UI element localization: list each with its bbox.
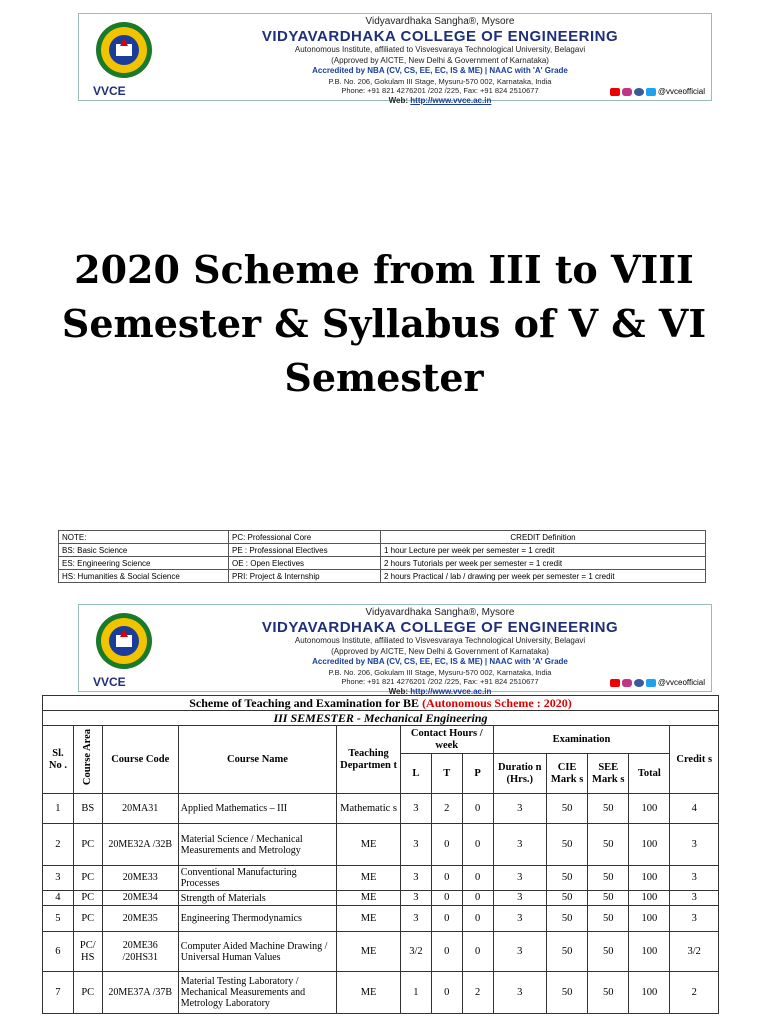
cell-total: 100 [629,932,670,972]
document-title [40,243,728,405]
autonomous-line: Autonomous Institute, affiliated to Visvesvaraya Technological University, Belagavi [294,45,586,54]
cell-name: Strength of Materials [178,891,336,906]
cell-name: Conventional Manufacturing Processes [178,866,336,891]
facebook-icon[interactable] [634,88,644,96]
approved-line: (Approved by AICTE, New Delhi & Government of Karnataka) [331,55,549,65]
cell-dept: Mathematic s [337,794,401,824]
approved-line: (Approved by AICTE, New Delhi & Government of Karnataka) [331,646,549,656]
cell-code: 20ME33 [102,866,178,891]
cell-cie: 50 [547,906,588,932]
cell-dur: 3 [493,794,546,824]
cell-cr: 3/2 [670,932,719,972]
sangha-name: Vidyavardhaka Sangha®, Mysore [365,16,515,27]
header-see: SEE Mark s [588,754,629,794]
cell-T: 0 [431,906,462,932]
cell-area: PC/ HS [73,932,102,972]
cell-total: 100 [629,906,670,932]
college-name: VIDYAVARDHAKA COLLEGE OF ENGINEERING [261,619,619,636]
cell-code: 20ME34 [102,891,178,906]
cell-sl: 7 [43,972,74,1014]
cell-cr: 4 [670,794,719,824]
cell-dept: ME [337,972,401,1014]
cell-P: 2 [462,972,493,1014]
scheme-caption [43,696,719,711]
cell-sl: 3 [43,866,74,891]
header-contact: Contact Hours / week [400,726,493,754]
caption-text: Scheme of Teaching and Examination for BE [189,696,420,710]
cell-name: Applied Mathematics – III [178,794,336,824]
note-cell: HS: Humanities & Social Science [59,570,229,583]
cell-cr: 3 [670,891,719,906]
web-line [175,96,705,106]
cell-see: 50 [588,866,629,891]
youtube-icon[interactable] [610,679,620,687]
cell-L: 3 [400,906,431,932]
cell-T: 0 [431,932,462,972]
header-area-text: Course Area [81,729,93,786]
cell-dept: ME [337,824,401,866]
cell-L: 3 [400,824,431,866]
header-duration: Duratio n (Hrs.) [493,754,546,794]
logo-text: VVCE [93,84,126,98]
cell-dept: ME [337,866,401,891]
note-cell: ES: Engineering Science [59,557,229,570]
cell-cie: 50 [547,972,588,1014]
cell-area: PC [73,866,102,891]
cell-dur: 3 [493,932,546,972]
cell-see: 50 [588,794,629,824]
table-row [43,932,719,972]
cell-P: 0 [462,794,493,824]
sangha-name: Vidyavardhaka Sangha®, Mysore [365,607,515,618]
table-row [43,891,719,906]
header-exam: Examination [493,726,670,754]
web-link[interactable]: http://www.vvce.ac.in [410,95,492,105]
cell-total: 100 [629,824,670,866]
cell-dur: 3 [493,866,546,891]
cell-code: 20MA31 [102,794,178,824]
twitter-icon[interactable] [646,88,656,96]
cell-see: 50 [588,906,629,932]
cell-dur: 3 [493,972,546,1014]
header-L: L [400,754,431,794]
header-total: Total [629,754,670,794]
instagram-icon[interactable] [622,88,632,96]
cell-total: 100 [629,972,670,1014]
note-table [58,530,706,583]
cell-L: 3 [400,866,431,891]
cell-area: PC [73,824,102,866]
table-row [43,824,719,866]
cell-sl: 6 [43,932,74,972]
table-row [43,794,719,824]
cell-cie: 50 [547,794,588,824]
title-line-2: Semester & Syllabus of V & VI [61,301,707,346]
cell-dur: 3 [493,824,546,866]
cell-code: 20ME32A /32B [102,824,178,866]
cell-P: 0 [462,906,493,932]
note-cell: PE : Professional Electives [229,544,381,557]
cell-name: Computer Aided Machine Drawing / Universal Human Values [178,932,336,972]
youtube-icon[interactable] [610,88,620,96]
cell-cie: 50 [547,932,588,972]
note-cell: CREDIT Definition [381,531,706,544]
note-cell: 1 hour Lecture per week per semester = 1 credit [381,544,706,557]
note-cell: PC: Professional Core [229,531,381,544]
note-row [59,557,706,570]
college-name: VIDYAVARDHAKA COLLEGE OF ENGINEERING [261,28,619,45]
cell-cr: 3 [670,906,719,932]
facebook-icon[interactable] [634,679,644,687]
phone-line: Phone: +91 821 4276201 /202 /225, Fax: +91 824 2510677 [341,677,539,686]
cell-area: PC [73,906,102,932]
address-line: P.B. No. 206, Gokulam III Stage, Mysuru-570 002, Karnataka, India [328,76,552,86]
web-label: Web: [388,95,409,105]
cell-total: 100 [629,891,670,906]
table-row [43,972,719,1014]
table-row [43,866,719,891]
college-header-banner-2 [78,604,712,696]
cell-cr: 2 [670,972,719,1014]
cell-T: 0 [431,824,462,866]
note-cell: 2 hours Tutorials per week per semester = 1 credit [381,557,706,570]
cell-cie: 50 [547,824,588,866]
social-links [610,678,705,687]
cell-dept: ME [337,891,401,906]
cell-P: 0 [462,866,493,891]
cell-L: 1 [400,972,431,1014]
twitter-icon[interactable] [646,679,656,687]
header-sl: Sl. No . [43,726,74,794]
cell-area: BS [73,794,102,824]
cell-see: 50 [588,932,629,972]
cell-cie: 50 [547,891,588,906]
cell-cr: 3 [670,866,719,891]
cell-cr: 3 [670,824,719,866]
cell-T: 0 [431,866,462,891]
cell-code: 20ME35 [102,906,178,932]
cell-P: 0 [462,824,493,866]
cell-dur: 3 [493,906,546,932]
cell-L: 3 [400,891,431,906]
note-cell: BS: Basic Science [59,544,229,557]
note-row [59,570,706,583]
social-links [610,87,705,96]
instagram-icon[interactable] [622,679,632,687]
cell-sl: 5 [43,906,74,932]
cell-name: Engineering Thermodynamics [178,906,336,932]
cell-see: 50 [588,824,629,866]
cell-sl: 1 [43,794,74,824]
note-cell: 2 hours Practical / lab / drawing per week per semester = 1 credit [381,570,706,583]
scheme-table [42,695,719,1014]
header-area [73,726,102,794]
cell-T: 0 [431,972,462,1014]
header-credits: Credit s [670,726,719,794]
cell-area: PC [73,891,102,906]
cell-L: 3/2 [400,932,431,972]
header-code: Course Code [102,726,178,794]
cell-name: Material Science / Mechanical Measurements and Metrology [178,824,336,866]
accreditation-line: Accredited by NBA (CV, CS, EE, EC, IS & ME) | NAAC with 'A' Grade [312,66,568,75]
cell-dur: 3 [493,891,546,906]
logo-text: VVCE [93,675,126,689]
cell-area: PC [73,972,102,1014]
social-handle: @vvceofficial [657,678,705,687]
note-cell: OE : Open Electives [229,557,381,570]
cell-cie: 50 [547,866,588,891]
cell-total: 100 [629,794,670,824]
cell-see: 50 [588,972,629,1014]
cell-name: Material Testing Laboratory / Mechanical Measurements and Metrology Laboratory [178,972,336,1014]
phone-line: Phone: +91 821 4276201 /202 /225, Fax: +91 824 2510677 [341,86,539,95]
cell-see: 50 [588,891,629,906]
title-line-1: 2020 Scheme from III to VIII [74,247,694,292]
note-row [59,544,706,557]
accreditation-line: Accredited by NBA (CV, CS, EE, EC, IS & ME) | NAAC with 'A' Grade [312,657,568,666]
college-header-banner [78,13,712,105]
header-name: Course Name [178,726,336,794]
cell-code: 20ME36 /20HS31 [102,932,178,972]
header-T: T [431,754,462,794]
cell-total: 100 [629,866,670,891]
cell-T: 2 [431,794,462,824]
header-P: P [462,754,493,794]
cell-P: 0 [462,891,493,906]
web-label: Web: [388,686,409,696]
semester-caption: III SEMESTER - Mechanical Engineering [43,711,719,726]
social-handle: @vvceofficial [657,87,705,96]
note-cell: PRI: Project & Internship [229,570,381,583]
address-line: P.B. No. 206, Gokulam III Stage, Mysuru-570 002, Karnataka, India [328,667,552,677]
note-row [59,531,706,544]
cell-code: 20ME37A /37B [102,972,178,1014]
title-line-3: Semester [284,355,484,400]
cell-dept: ME [337,906,401,932]
web-link[interactable]: http://www.vvce.ac.in [410,686,492,696]
note-cell: NOTE: [59,531,229,544]
cell-P: 0 [462,932,493,972]
header-dept: Teaching Departmen t [337,726,401,794]
table-row [43,906,719,932]
header-cie: CIE Mark s [547,754,588,794]
cell-L: 3 [400,794,431,824]
autonomous-line: Autonomous Institute, affiliated to Visvesvaraya Technological University, Belagavi [294,636,586,645]
cell-sl: 4 [43,891,74,906]
cell-T: 0 [431,891,462,906]
cell-sl: 2 [43,824,74,866]
caption-red-text: (Autonomous Scheme : 2020) [422,696,572,710]
cell-dept: ME [337,932,401,972]
